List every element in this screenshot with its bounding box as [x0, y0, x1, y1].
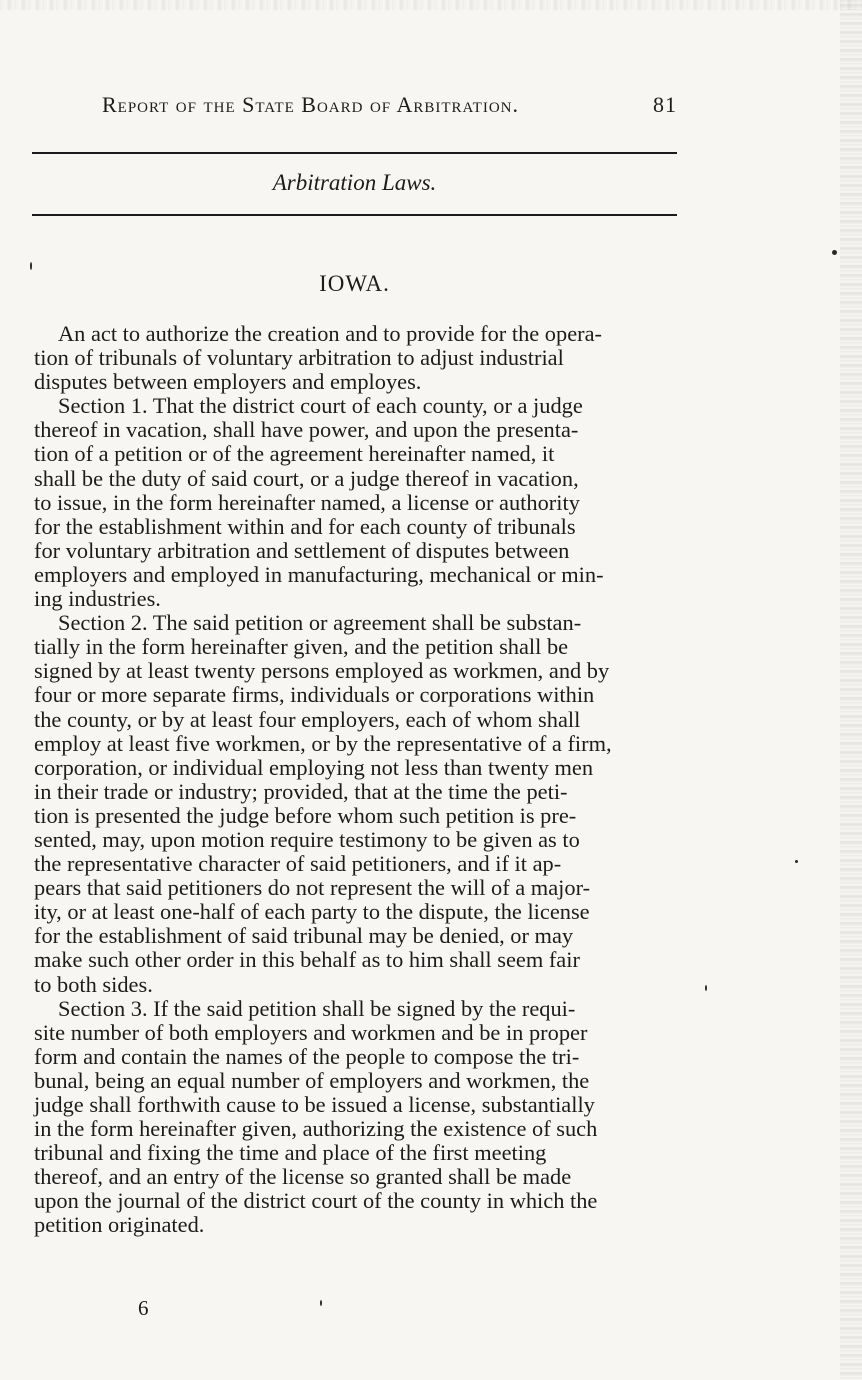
page-number: 81	[653, 92, 677, 117]
top-rule	[32, 152, 677, 154]
running-head-title: Report of the State Board of Arbitration.	[102, 92, 519, 117]
running-head	[32, 92, 677, 126]
scan-speck	[832, 250, 837, 255]
body-text	[34, 322, 680, 1238]
scan-right-edge	[840, 0, 862, 1380]
scan-speck	[795, 860, 798, 863]
paragraph-section-3: Section 3. If the said petition shall be signed by the requi- site number of both employers and workmen and be in proper form and contain the names of the people to compose the tri- bunal, being an equal number of employers and workmen, the judge shall forthwith cause to be issued a license, substantially in the form hereinafter given, authorizing the existence of such tribunal and fixing the time and place of the first meeting thereof, and an entry of the license so granted shall be made upon the journal of the district court of the county in which the petition originated.	[34, 995, 598, 1238]
state-heading: IOWA.	[319, 271, 390, 296]
scan-speck	[705, 985, 707, 991]
bottom-rule	[32, 214, 677, 216]
section-heading: Arbitration Laws.	[272, 170, 437, 195]
scan-speck	[320, 1300, 322, 1306]
scan-top-edge	[0, 0, 862, 10]
paragraph-preamble: An act to authorize the creation and to provide for the opera- tion of tribunals of voluntary arbitration to adjust industrial disputes between employers and employes.	[34, 321, 602, 395]
scan-speck	[30, 262, 32, 270]
paragraph-section-2: Section 2. The said petition or agreement shall be substan- tially in the form hereinafter given, and the petition shall be signed by at least twenty persons employed as workmen, and by four or more separate firms, individuals or corporations within the county, or by at least four employers, each of whom shall employ at least five workmen, or by the representative of a firm, corporation, or individual employing not less than twenty men in their trade or industry; provided, that at the time the peti- tion is presented the judge before whom such petition is pre- sented, may, upon motion require testimony to be given as to the representative character of said petitioners, and if it ap- pears that said petitioners do not represent the will of a major- ity, or at least one-half of each party to the dispute, the license for the establishment of said tribunal may be denied, or may make such other order in this behalf as to him shall seem fair to both sides.	[34, 610, 612, 997]
signature-mark: 6	[138, 1296, 149, 1320]
paragraph-section-1: Section 1. That the district court of each county, or a judge thereof in vacation, shall have power, and upon the presenta- tion of a petition or of the agreement hereinafter named, it shall be the duty of said court, or a judge thereof in vacation, to issue, in the form hereinafter named, a license or authority for the establishment within and for each county of tribunals for voluntary arbitration and settlement of disputes between employers and employed in manufacturing, mechanical or min- ing industries.	[34, 393, 604, 612]
